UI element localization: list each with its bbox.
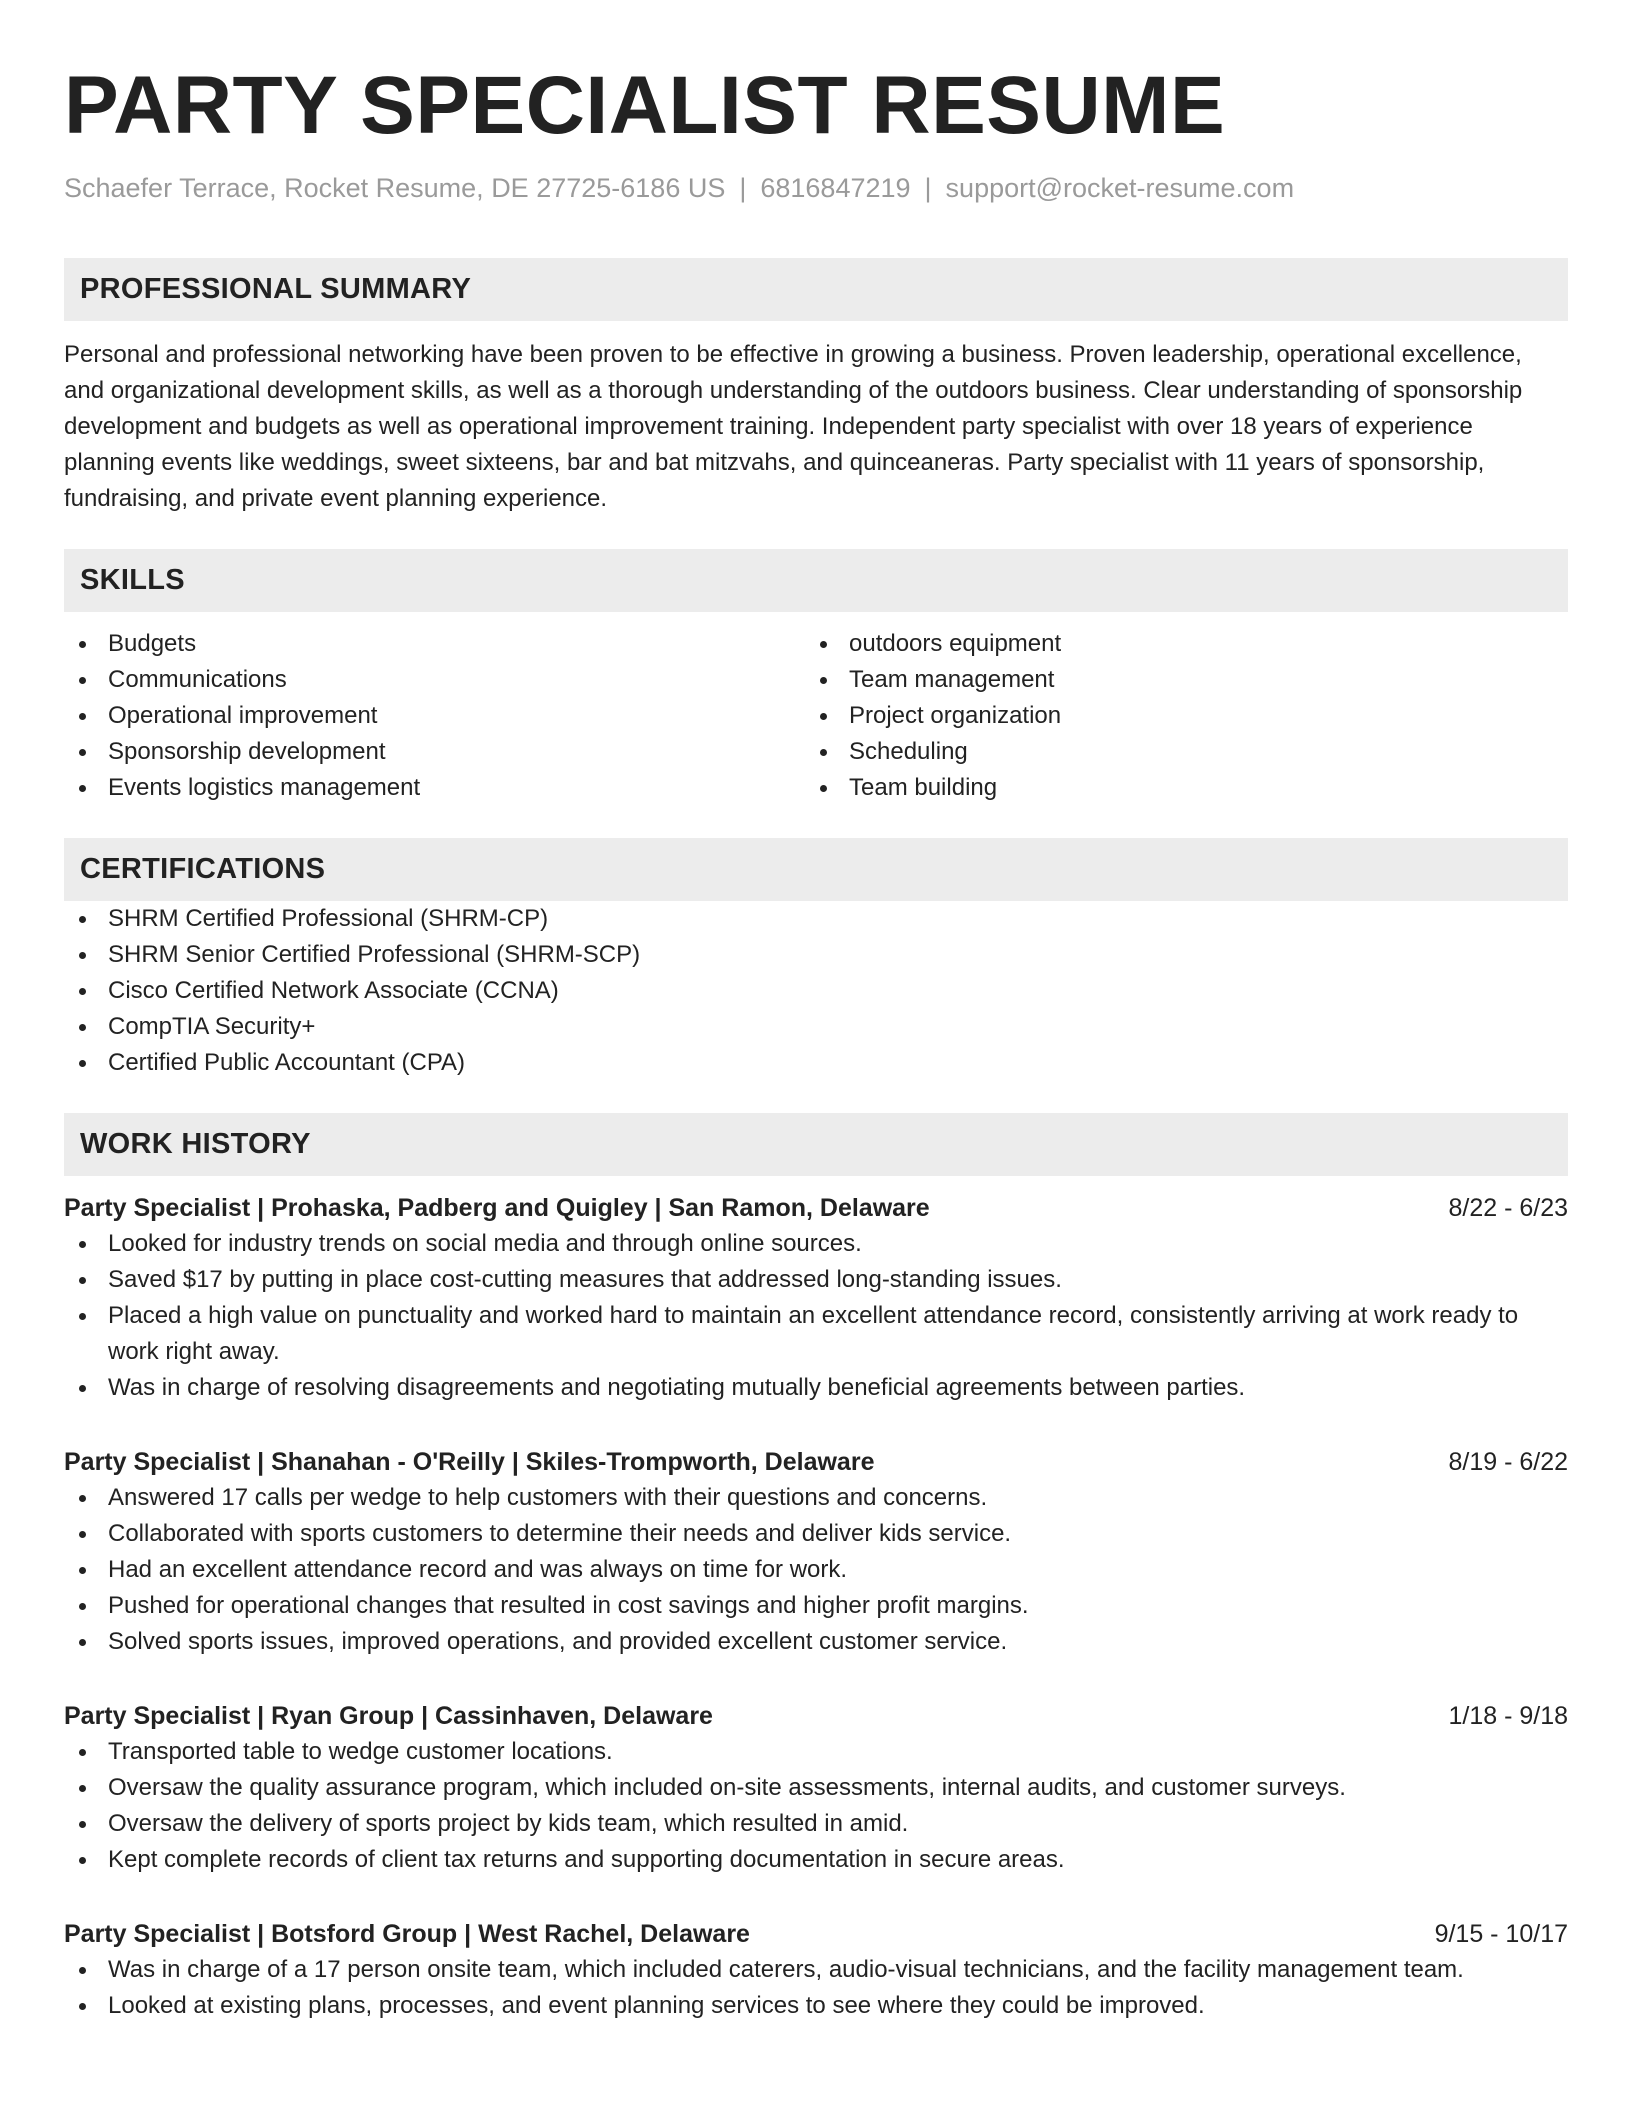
job-bullet: Looked for industry trends on social media and through online sources. <box>64 1226 1568 1262</box>
job-bullet: Oversaw the delivery of sports project by kids team, which resulted in amid. <box>64 1806 1568 1842</box>
job-dates: 8/22 - 6/23 <box>1448 1194 1568 1222</box>
job-bullet: Transported table to wedge customer locations. <box>64 1734 1568 1770</box>
job-title: Party Specialist | Prohaska, Padberg and Quigley | San Ramon, Delaware <box>64 1194 930 1222</box>
resume-title: PARTY SPECIALIST RESUME <box>64 60 1226 151</box>
skill-item: Communications <box>64 662 805 698</box>
job-bullet: Was in charge of resolving disagreements and negotiating mutually beneficial agreements between parties. <box>64 1370 1568 1406</box>
section-header-summary: PROFESSIONAL SUMMARY <box>64 258 1568 321</box>
job-bullet: Placed a high value on punctuality and worked hard to maintain an excellent attendance record, consistently arriving at work ready to work right away. <box>64 1298 1568 1370</box>
certification-item: CompTIA Security+ <box>64 1009 1568 1045</box>
job-entry <box>64 1190 1568 1406</box>
skill-item: Scheduling <box>805 734 1546 770</box>
contact-address: Schaefer Terrace, Rocket Resume, DE 27725-6186 US <box>64 173 726 203</box>
certifications-list <box>64 901 1568 1081</box>
contact-separator: | <box>924 173 932 203</box>
job-bullet: Collaborated with sports customers to determine their needs and deliver kids service. <box>64 1516 1568 1552</box>
job-bullet-list <box>64 1480 1568 1660</box>
summary-text: Personal and professional networking have been proven to be effective in growing a business. Proven leadership, operational excellence, and organizational development skills, as well as a thorough understanding of the outdoors business. Clear understanding of sponsorship development and budgets as well as operational improvement training. Independent party specialist with over 18 years of experience planning events like weddings, sweet sixteens, bar and bat mitzvahs, and quinceaneras. Party specialist with 11 years of sponsorship, fundraising, and private event planning experience. <box>64 341 1523 512</box>
contact-phone: 6816847219 <box>760 173 911 203</box>
job-bullet: Solved sports issues, improved operations, and provided excellent customer service. <box>64 1624 1568 1660</box>
skill-item: Budgets <box>64 626 805 662</box>
job-entry <box>64 1444 1568 1660</box>
job-title: Party Specialist | Botsford Group | West Rachel, Delaware <box>64 1920 750 1948</box>
skills-column-left <box>64 626 805 806</box>
job-header <box>64 1916 1568 1952</box>
skill-item: Project organization <box>805 698 1546 734</box>
contact-separator: | <box>739 173 747 203</box>
job-bullet: Answered 17 calls per wedge to help customers with their questions and concerns. <box>64 1480 1568 1516</box>
job-title: Party Specialist | Shanahan - O'Reilly | Skiles-Trompworth, Delaware <box>64 1448 875 1476</box>
job-dates: 1/18 - 9/18 <box>1448 1702 1568 1730</box>
job-bullet: Was in charge of a 17 person onsite team, which included caterers, audio-visual technicians, and the facility management team. <box>64 1952 1568 1988</box>
job-bullet: Had an excellent attendance record and was always on time for work. <box>64 1552 1568 1588</box>
skills-column-right <box>805 626 1546 806</box>
job-entry <box>64 1916 1568 2024</box>
job-title: Party Specialist | Ryan Group | Cassinhaven, Delaware <box>64 1702 713 1730</box>
skill-item: Team building <box>805 770 1546 806</box>
skills-list-left <box>64 626 805 806</box>
job-header <box>64 1698 1568 1734</box>
job-bullet: Saved $17 by putting in place cost-cutting measures that addressed long-standing issues. <box>64 1262 1568 1298</box>
job-bullet: Kept complete records of client tax returns and supporting documentation in secure areas. <box>64 1842 1568 1878</box>
job-bullet-list <box>64 1734 1568 1878</box>
skill-item: Events logistics management <box>64 770 805 806</box>
job-bullet: Oversaw the quality assurance program, which included on-site assessments, internal audits, and customer surveys. <box>64 1770 1568 1806</box>
certification-item: Certified Public Accountant (CPA) <box>64 1045 1568 1081</box>
job-bullet-list <box>64 1952 1568 2024</box>
contact-email: support@rocket-resume.com <box>945 173 1295 203</box>
section-header-skills: SKILLS <box>64 549 1568 612</box>
job-dates: 9/15 - 10/17 <box>1434 1920 1568 1948</box>
skill-item: Sponsorship development <box>64 734 805 770</box>
job-entry <box>64 1698 1568 1878</box>
skills-list-right <box>805 626 1546 806</box>
job-bullet-list <box>64 1226 1568 1406</box>
certification-item: SHRM Senior Certified Professional (SHRM-SCP) <box>64 937 1568 973</box>
skills-grid <box>64 626 1568 806</box>
job-header <box>64 1190 1568 1226</box>
skill-item: Operational improvement <box>64 698 805 734</box>
job-dates: 8/19 - 6/22 <box>1448 1448 1568 1476</box>
skill-item: Team management <box>805 662 1546 698</box>
section-header-certifications: CERTIFICATIONS <box>64 838 1568 901</box>
certification-item: Cisco Certified Network Associate (CCNA) <box>64 973 1568 1009</box>
certification-item: SHRM Certified Professional (SHRM-CP) <box>64 901 1568 937</box>
job-bullet: Pushed for operational changes that resulted in cost savings and higher profit margins. <box>64 1588 1568 1624</box>
job-bullet: Looked at existing plans, processes, and event planning services to see where they could be improved. <box>64 1988 1568 2024</box>
contact-line <box>64 170 1568 206</box>
job-header <box>64 1444 1568 1480</box>
section-header-work-history: WORK HISTORY <box>64 1113 1568 1176</box>
skill-item: outdoors equipment <box>805 626 1546 662</box>
